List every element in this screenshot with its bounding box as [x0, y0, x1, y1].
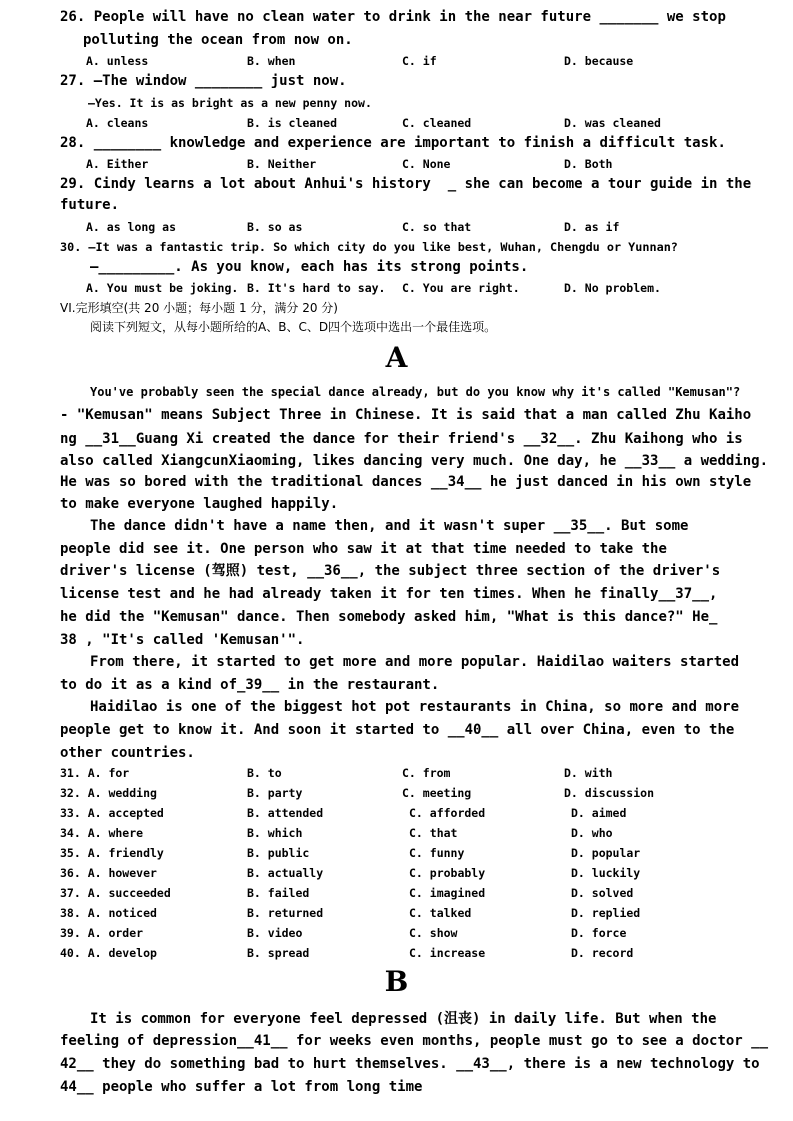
passage-a-line: license test and he had already taken it for ten times. When he finally__37__, [60, 586, 718, 602]
option-35-d: D. popular [571, 846, 641, 860]
section-instruction: 阅读下列短文，从每小题所给的A、B、C、D四个选项中选出一个最佳选项。 [90, 320, 497, 334]
passage-a-line: He was so bored with the traditional dances __34__ he just danced in his own style [60, 474, 752, 490]
passage-a-line: driver's license (驾照) test, __36__, the subject three section of the driver's [60, 563, 721, 579]
option-39-d: D. force [571, 926, 627, 940]
option-38-d: D. replied [571, 906, 641, 920]
q26-option-d: D. because [564, 54, 634, 68]
option-36-d: D. luckily [571, 866, 641, 880]
option-31-b: B. to [247, 766, 282, 780]
q26-stem: 26. People will have no clean water to drink in the near future _______ we stop [60, 9, 726, 25]
passage-b-line: 44__ people who suffer a lot from long time [60, 1079, 423, 1095]
q28-option-d: D. Both [564, 157, 613, 171]
option-32-d: D. discussion [564, 786, 655, 800]
q29-option-a: A. as long as [86, 220, 177, 234]
option-34-a: 34. A. where [60, 826, 144, 840]
q29-stem-cont: future. [60, 197, 120, 213]
passage-a-line: other countries. [60, 745, 195, 761]
q30-stem: 30. —It was a fantastic trip. So which city do you like best, Wuhan, Chengdu or Yunnan? [60, 240, 678, 254]
passage-b-line: feeling of depression__41__ for weeks even months, people must go to see a doctor __ [60, 1033, 769, 1049]
passage-a-line: 38 , "It's called 'Kemusan'". [60, 632, 305, 648]
q27-option-d: D. was cleaned [564, 116, 661, 130]
q30-option-b: B. It's hard to say. [247, 281, 386, 295]
option-31-d: D. with [564, 766, 613, 780]
option-32-b: B. party [247, 786, 303, 800]
q27-reply: —Yes. It is as bright as a new penny now. [88, 96, 372, 110]
option-33-b: B. attended [247, 806, 324, 820]
option-32-c: C. meeting [402, 786, 472, 800]
q27-stem: 27. —The window ________ just now. [60, 73, 347, 89]
q27-option-c: C. cleaned [402, 116, 472, 130]
q27-option-a: A. cleans [86, 116, 149, 130]
q27-option-b: B. is cleaned [247, 116, 338, 130]
q26-option-a: A. unless [86, 54, 149, 68]
passage-a-line: ng __31__Guang Xi created the dance for their friend's __32__. Zhu Kaihong who is [60, 431, 743, 447]
q30-option-d: D. No problem. [564, 281, 661, 295]
option-39-c: C. show [409, 926, 458, 940]
option-37-d: D. solved [571, 886, 634, 900]
option-38-c: C. talked [409, 906, 472, 920]
option-35-b: B. public [247, 846, 310, 860]
option-40-b: B. spread [247, 946, 310, 960]
q28-option-a: A. Either [86, 157, 149, 171]
option-36-a: 36. A. however [60, 866, 157, 880]
option-31-a: 31. A. for [60, 766, 130, 780]
option-36-b: B. actually [247, 866, 324, 880]
q29-option-b: B. so as [247, 220, 303, 234]
passage-b-line: 42__ they do something bad to hurt themselves. __43__, there is a new technology to [60, 1056, 760, 1072]
q26-option-c: C. if [402, 54, 437, 68]
passage-a-line: Haidilao is one of the biggest hot pot restaurants in China, so more and more [90, 699, 740, 715]
q30-option-a: A. You must be joking. [86, 281, 239, 295]
option-31-c: C. from [402, 766, 451, 780]
option-39-b: B. video [247, 926, 303, 940]
option-37-b: B. failed [247, 886, 310, 900]
option-35-a: 35. A. friendly [60, 846, 164, 860]
section-title: VI.完形填空(共 20 小题；每小题 1 分，满分 20 分) [60, 301, 338, 315]
q28-stem: 28. ________ knowledge and experience are important to finish a difficult task. [60, 135, 726, 151]
q29-stem: 29. Cindy learns a lot about Anhui's history _ she can become a tour guide in the [60, 176, 752, 192]
passage-a-line: From there, it started to get more and more popular. Haidilao waiters started [90, 654, 740, 670]
passage-a-line: You've probably seen the special dance already, but do you know why it's called "Kemusan"? [90, 385, 741, 399]
option-34-b: B. which [247, 826, 303, 840]
q28-option-b: B. Neither [247, 157, 317, 171]
option-40-a: 40. A. develop [60, 946, 157, 960]
passage-a-line: people did see it. One person who saw it at that time needed to take the [60, 541, 667, 557]
option-33-a: 33. A. accepted [60, 806, 164, 820]
q30-reply: —_________. As you know, each has its strong points. [90, 259, 529, 275]
passage-a-line: to do it as a kind of_39__ in the restaurant. [60, 677, 440, 693]
option-40-c: C. increase [409, 946, 486, 960]
passage-a-line: The dance didn't have a name then, and it wasn't super __35__. But some [90, 518, 689, 534]
option-39-a: 39. A. order [60, 926, 144, 940]
q29-option-d: D. as if [564, 220, 620, 234]
option-34-d: D. who [571, 826, 613, 840]
option-40-d: D. record [571, 946, 634, 960]
q29-option-c: C. so that [402, 220, 472, 234]
option-33-d: D. aimed [571, 806, 627, 820]
passage-a-heading: A [385, 341, 408, 374]
q26-option-b: B. when [247, 54, 296, 68]
passage-b-heading: B [384, 965, 409, 998]
passage-a-line: also called XiangcunXiaoming, likes dancing very much. One day, he __33__ a wedding. [60, 453, 769, 469]
passage-b-line: It is common for everyone feel depressed (沮丧) in daily life. But when the [90, 1011, 717, 1027]
q30-option-c: C. You are right. [402, 281, 520, 295]
q26-stem-cont: polluting the ocean from now on. [83, 32, 353, 48]
option-36-c: C. probably [409, 866, 486, 880]
option-33-c: C. afforded [409, 806, 486, 820]
option-35-c: C. funny [409, 846, 465, 860]
passage-a-line: to make everyone laughed happily. [60, 496, 339, 512]
option-38-a: 38. A. noticed [60, 906, 157, 920]
option-37-a: 37. A. succeeded [60, 886, 171, 900]
passage-a-line: - "Kemusan" means Subject Three in Chinese. It is said that a man called Zhu Kaiho [60, 407, 752, 423]
option-34-c: C. that [409, 826, 458, 840]
passage-a-line: he did the "Kemusan" dance. Then somebody asked him, "What is this dance?" He_ [60, 609, 718, 625]
option-38-b: B. returned [247, 906, 324, 920]
passage-a-line: people get to know it. And soon it started to __40__ all over China, even to the [60, 722, 735, 738]
option-32-a: 32. A. wedding [60, 786, 157, 800]
option-37-c: C. imagined [409, 886, 486, 900]
q28-option-c: C. None [402, 157, 451, 171]
